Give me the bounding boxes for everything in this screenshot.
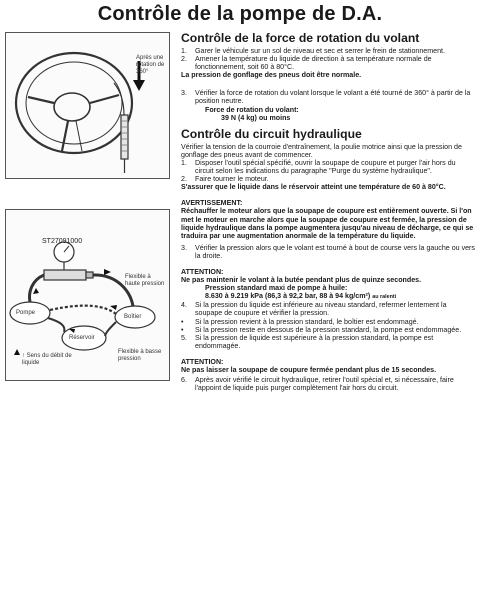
attention-text-2: Ne pas laisser la soupape de coupure fermée pendant plus de 15 secondes. xyxy=(181,366,437,374)
tool-code-label: ST27091000 xyxy=(42,238,83,245)
list-item: 2. Faire tourner le moteur. xyxy=(181,175,269,184)
reservoir-temperature-note: S'assurer que le liquide dans le réservoir atteint une température de 60 à 80°C. xyxy=(181,183,446,192)
wheel-spoke-right xyxy=(90,95,119,103)
warning-text: Réchauffer le moteur alors que la soupape de coupure est entièrement ouverte. Si l'on met le moteur en marche alors que la soupape de coupure est fermée, la pression de liquide hydraulique dans la pompe augmentera jusqu'au niveau de décharge, ce qui se traduira par une augmentation anormale de la température du liquide. xyxy=(181,207,474,240)
hydraulic-intro: Vérifier la tension de la courroie d'entraînement, la poulie motrice ainsi que la pression de gonflage des pneus avant de commencer. xyxy=(181,142,462,159)
housing-label: Boîtier xyxy=(124,314,142,320)
low-pressure-hose-label: Flexible à basse pression xyxy=(118,349,162,362)
hose-pump-to-valve xyxy=(30,275,44,302)
page-title: Contrôle de la pompe de D.A. xyxy=(97,3,383,25)
attention-text: Ne pas maintenir le volant à la butée pendant plus de quinze secondes. xyxy=(181,276,422,285)
hose-housing-to-reservoir xyxy=(105,322,116,336)
bullet-icon: • xyxy=(181,317,184,326)
flow-direction-legend: ↑ Sens du débit de liquide xyxy=(22,353,72,366)
bullet-icon: • xyxy=(181,325,184,334)
reservoir-label: Réservoir xyxy=(69,335,95,341)
list-item: 2. Amener la température du liquide de direction à sa température normale de fonctionnement, soit 60 à 80°C. xyxy=(181,55,432,72)
list-item: 3. Vérifier la pression alors que le volant est tourné à bout de course vers la gauche ou vers la droite. xyxy=(181,243,475,260)
list-item: 1. Disposer l'outil spécial spécifié, ouvrir la soupape de coupure et purger l'air hors du circuit selon les indications du paragraphe "Purge du système hydraulique". xyxy=(181,158,456,176)
valve-handle xyxy=(86,272,93,278)
list-item: 1. Garer le véhicule sur un sol de niveau et sec et serrer le frein de stationnement. xyxy=(181,47,445,55)
steering-wheel-hub xyxy=(54,93,90,121)
steering-force-value: 39 N (4 kg) ou moins xyxy=(221,113,291,122)
steering-force-label: Force de rotation du volant: xyxy=(205,105,299,114)
scale-body xyxy=(121,115,128,159)
attention-title-2: ATTENTION: xyxy=(181,357,224,366)
hose-pump-to-reservoir xyxy=(48,318,64,332)
steering-wheel-rim-inner xyxy=(26,62,122,144)
list-item: 5. Si la pression de liquide est supérieure à la pression standard, la pompe est endommagée. xyxy=(181,333,434,350)
cut-off-valve xyxy=(44,270,86,280)
wheel-spoke-bottom-2 xyxy=(76,121,82,151)
warning-title: AVERTISSEMENT: xyxy=(181,199,243,208)
list-item: 4. Si la pression du liquide est inférieure au niveau standard, refermer lentement la soupape de coupure et vérifier la pression. xyxy=(181,301,447,318)
pressure-standard-value: 8.630 à 9.219 kPa (86,3 à 92,2 bar, 88 à 94 kg/cm²) au ralenti xyxy=(205,292,397,301)
attention-title: ATTENTION: xyxy=(181,267,224,276)
section-title-hydraulic-circuit: Contrôle du circuit hydraulique xyxy=(181,126,362,141)
wheel-spoke-left xyxy=(28,97,54,103)
list-item: • Si la pression reste en dessous de la pression standard, la pompe est endommagée. xyxy=(181,325,462,334)
hydraulic-circuit-figure xyxy=(5,209,170,381)
steering-wheel-rim xyxy=(16,53,132,153)
wheel-spoke-bottom xyxy=(62,121,68,151)
list-item: 3. Vérifier la force de rotation du volant lorsque le volant a été tourné de 360° à partir de la position neutre. xyxy=(181,89,471,106)
pressure-standard-label: Pression standard maxi de pompe à huile: xyxy=(205,284,348,293)
steering-wheel-figure xyxy=(5,32,170,179)
figures-column xyxy=(5,32,173,598)
tire-pressure-note: La pression de gonflage des pneus doit être normale. xyxy=(181,71,362,80)
return-line xyxy=(50,306,116,314)
section-title-steering-force: Contrôle de la force de rotation du volant xyxy=(181,31,420,45)
list-item: • Si la pression revient à la pression standard, le boîtier est endommagé. xyxy=(181,317,419,326)
high-pressure-hose-label: Flexible à haute pression xyxy=(125,274,165,287)
rotation-label: Après une rotation de 360° xyxy=(136,55,165,75)
text-column xyxy=(181,32,475,598)
list-item: 6. Après avoir vérifié le circuit hydraulique, retirer l'outil spécial et, si nécessaire, faire l'appoint de liquide puis purger complètement l'air hors du circuit. xyxy=(181,376,454,393)
pump-label: Pompe xyxy=(16,310,36,316)
